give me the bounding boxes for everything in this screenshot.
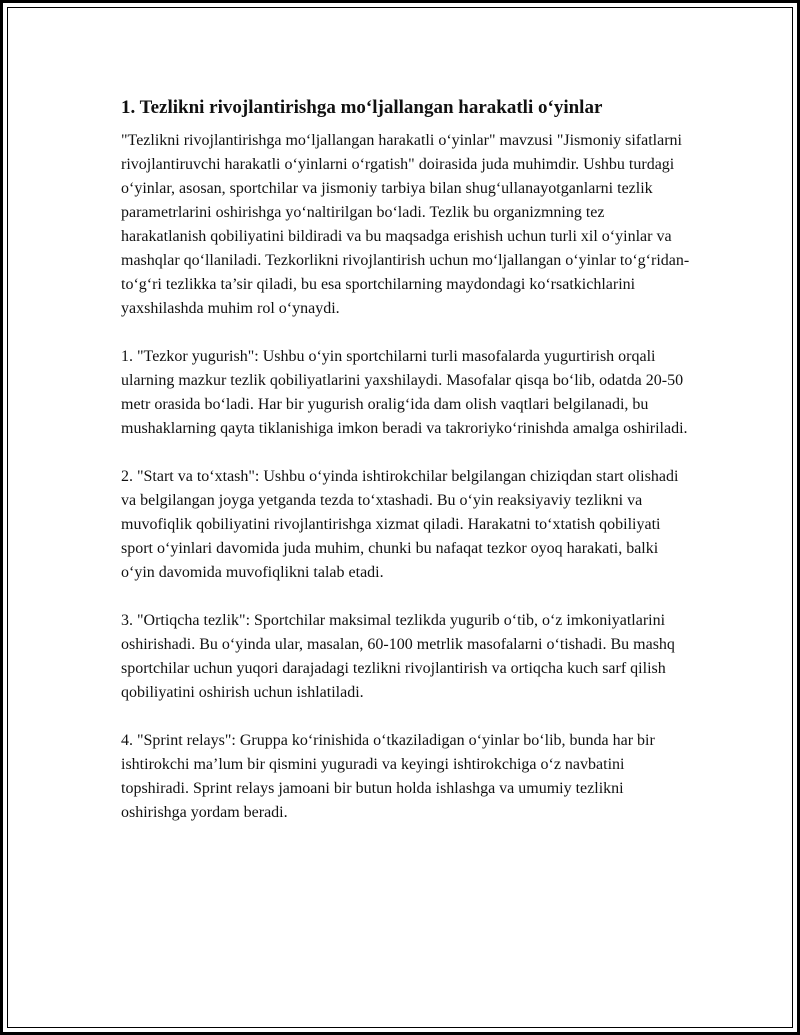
paragraph-sprint-relays: 4. "Sprint relays": Gruppa ko‘rinishida o‘tkaziladigan o‘yinlar bo‘lib, bunda har bir ishtirokchi ma’lum bir qismini yuguradi va keyingi ishtirokchiga o‘z navbatini topshiradi. Sprint relays jamoani bir butun holda ishlashga va umumiy tezlikni oshirishga yordam beradi. — [121, 732, 655, 821]
document-body — [121, 95, 691, 849]
paragraph-ortiqcha-tezlik: 3. "Ortiqcha tezlik": Sportchilar maksimal tezlikda yugurib o‘tib, o‘z imkoniyatlarini oshirishadi. Bu o‘yinda ular, masalan, 60-100 metrlik masofalarni o‘tishadi. Bu mashq sportchilar uchun yuqori darajadagi tezlikni rivojlantirish va ortiqcha kuch sarf qilish qobiliyatini oshirish uchun ishlatiladi. — [121, 612, 675, 701]
intro-paragraph: "Tezlikni rivojlantirishga mo‘ljallangan harakatli o‘yinlar" mavzusi "Jismoniy sifatlarni rivojlantiruvchi harakatli o‘yinlarni o‘rgatish" doirasida juda muhimdir. Ushbu turdagi o‘yinlar, asosan, sportchilar va jismoniy tarbiya bilan shug‘ullanayotganlarni tezlik parametrlarini oshirishga yo‘naltirilgan bo‘ladi. Tezlik bu organizmning tez harakatlanish qobiliyatini bildiradi va bu maqsadga erishish uchun turli xil o‘yinlar va mashqlar qo‘llaniladi. Tezkorlikni rivojlantirish uchun mo‘ljallangan o‘yinlar to‘g‘ridan-to‘g‘ri tezlikka ta’sir qiladi, bu esa sportchilarning maydondagi ko‘rsatkichlarini yaxshilashda muhim rol o‘ynaydi. — [121, 132, 690, 317]
paragraph-start-va-toxtash: 2. "Start va to‘xtash": Ushbu o‘yinda ishtirokchilar belgilangan chiziqdan start olishadi va belgilangan joyga yetganda tezda to‘xtashadi. Bu o‘yin reaksiyaviy tezlikni va muvofiqlik qobiliyatini rivojlantirishga xizmat qiladi. Harakatni to‘xtatish qobiliyati sport o‘yinlari davomida juda muhim, chunki bu nafaqat tezkor oyoq harakati, balki o‘yin davomida muvofiqlikni talab etadi. — [121, 468, 679, 581]
section-title: 1. Tezlikni rivojlantirishga mo‘ljallangan harakatli o‘yinlar — [121, 97, 603, 118]
paragraph-tezkor-yugurish: 1. "Tezkor yugurish": Ushbu o‘yin sportchilarni turli masofalarda yugurtirish orqali ularning mazkur tezlik qobiliyatlarini yaxshilaydi. Masofalar qisqa bo‘lib, odatda 20-50 metr orasida bo‘ladi. Har bir yugurish oralig‘ida dam olish vaqtlari belgilanadi, bu mushaklarning qayta tiklanishiga imkon beradi va takroriyko‘rinishda amalga oshiriladi. — [121, 348, 688, 437]
